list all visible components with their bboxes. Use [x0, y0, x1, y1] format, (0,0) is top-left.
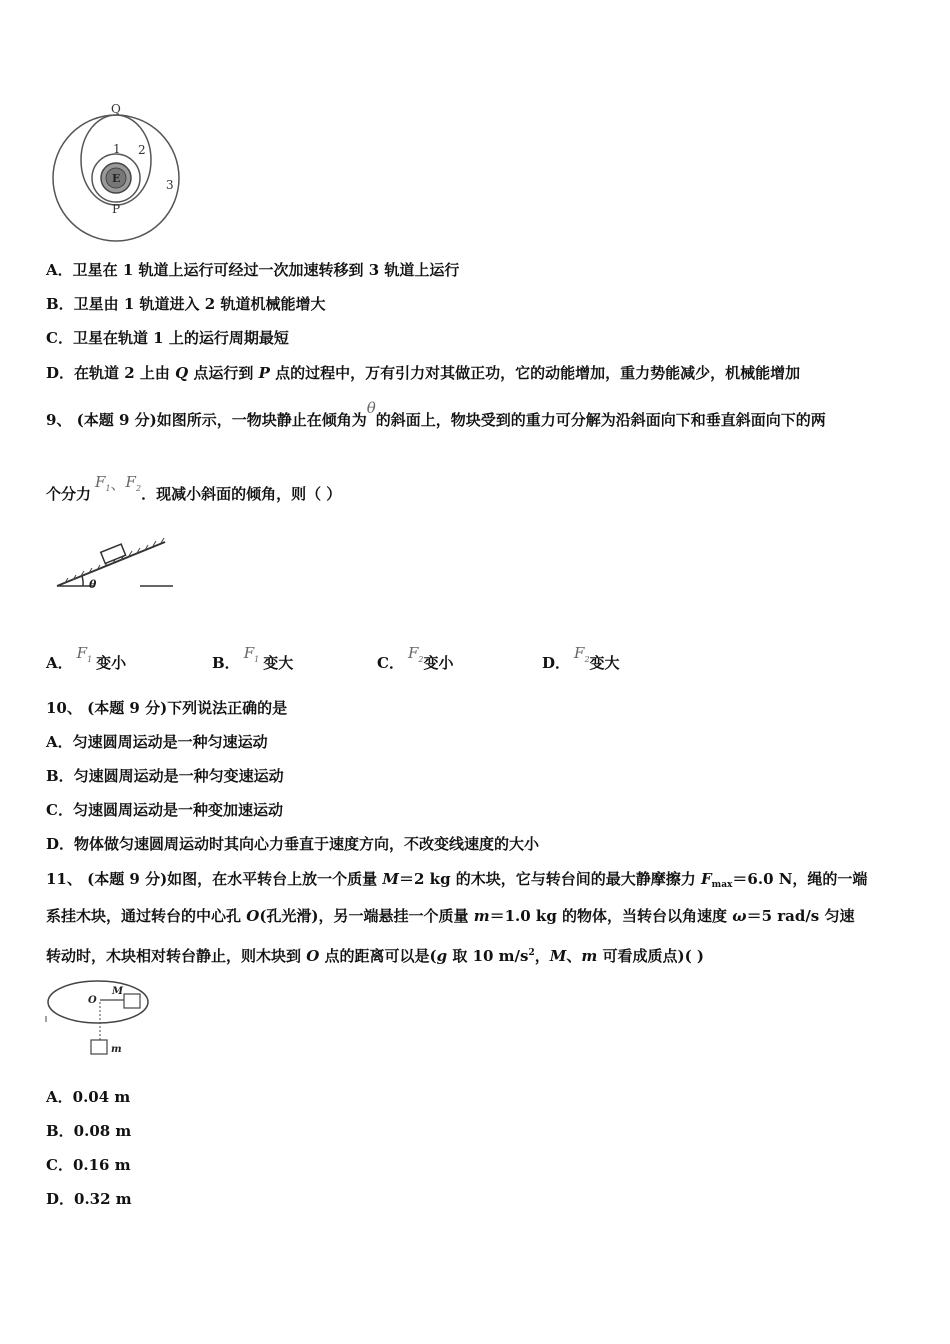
q10-stem: 10、 (本题 9 分)下列说法正确的是: [46, 699, 288, 717]
label-e: E: [112, 172, 121, 185]
turntable-figure: [44, 978, 156, 1060]
q11-option-d: D．0.32 m: [46, 1190, 132, 1208]
q11-stem-line2: 系挂木块，通过转台的中心孔 O(孔光滑)，另一端悬挂一个质量 m＝1.0 kg 的物体，当转台以角速度 ω＝5 rad/s 匀速: [46, 907, 855, 925]
label-q: Q: [111, 102, 121, 116]
label-1: 1: [113, 142, 121, 156]
q9-option-d: D．$F_2$变大: [542, 644, 620, 672]
incline-figure: [55, 532, 180, 594]
q9-stem-line2: 个分力$F_1$、$F_2$．现减小斜面的倾角，则（ ）: [46, 473, 342, 503]
orbit-figure: [50, 98, 190, 248]
incline-theta: θ: [89, 578, 97, 591]
q8-option-d: D．在轨道 2 上由 Q 点运行到 P 点的过程中，万有引力对其做正功，它的动能增加，重力势能减少，机械能增加: [46, 364, 801, 382]
q10-option-c: C．匀速圆周运动是一种变加速运动: [46, 801, 283, 819]
label-3: 3: [166, 178, 174, 192]
q9-option-a: A．$F_1$ 变小: [46, 644, 127, 672]
label-2: 2: [138, 143, 146, 157]
q10-option-b: B．匀速圆周运动是一种匀变速运动: [46, 767, 284, 785]
q10-option-a: A．匀速圆周运动是一种匀速运动: [46, 733, 268, 751]
theta-symbol: θ: [366, 399, 376, 417]
q11-option-a: A．0.04 m: [46, 1088, 131, 1106]
q11-stem-line3: 转动时，木块相对转台静止，则木块到 O 点的距离可以是(g 取 10 $m/s^2$，M、m 可看成质点)( ): [46, 947, 705, 965]
block-M: [124, 994, 140, 1008]
q8-option-a: A．卫星在 1 轨道上运行可经过一次加速转移到 3 轨道上运行: [46, 261, 460, 279]
block-m: [91, 1040, 107, 1054]
q9-option-b: B．$F_1$ 变大: [212, 644, 294, 672]
label-p: P: [112, 202, 121, 216]
q9-stem-line1: 9、 (本题 9 分)如图所示，一物块静止在倾角为θ的斜面上，物块受到的重力可分解为沿斜面向下和垂直斜面向下的两: [46, 399, 826, 429]
q8-option-b: B．卫星由 1 轨道进入 2 轨道机械能增大: [46, 295, 326, 313]
label-m: m: [111, 1044, 122, 1055]
label-M: M: [112, 986, 124, 997]
q11-stem-line1: 11、 (本题 9 分)如图，在水平转台上放一个质量 M＝2 kg 的木块，它与转台间的最大静摩擦力 $F_{max}=6.0$ N，绳的一端: [46, 870, 868, 890]
q11-option-b: B．0.08 m: [46, 1122, 132, 1140]
q9-option-c: C．$F_2$变小: [377, 644, 454, 672]
label-o: O: [88, 995, 97, 1006]
q11-option-c: C．0.16 m: [46, 1156, 131, 1174]
q10-option-d: D．物体做匀速圆周运动时其向心力垂直于速度方向，不改变线速度的大小: [46, 835, 540, 853]
q8-option-c: C．卫星在轨道 1 上的运行周期最短: [46, 329, 289, 347]
